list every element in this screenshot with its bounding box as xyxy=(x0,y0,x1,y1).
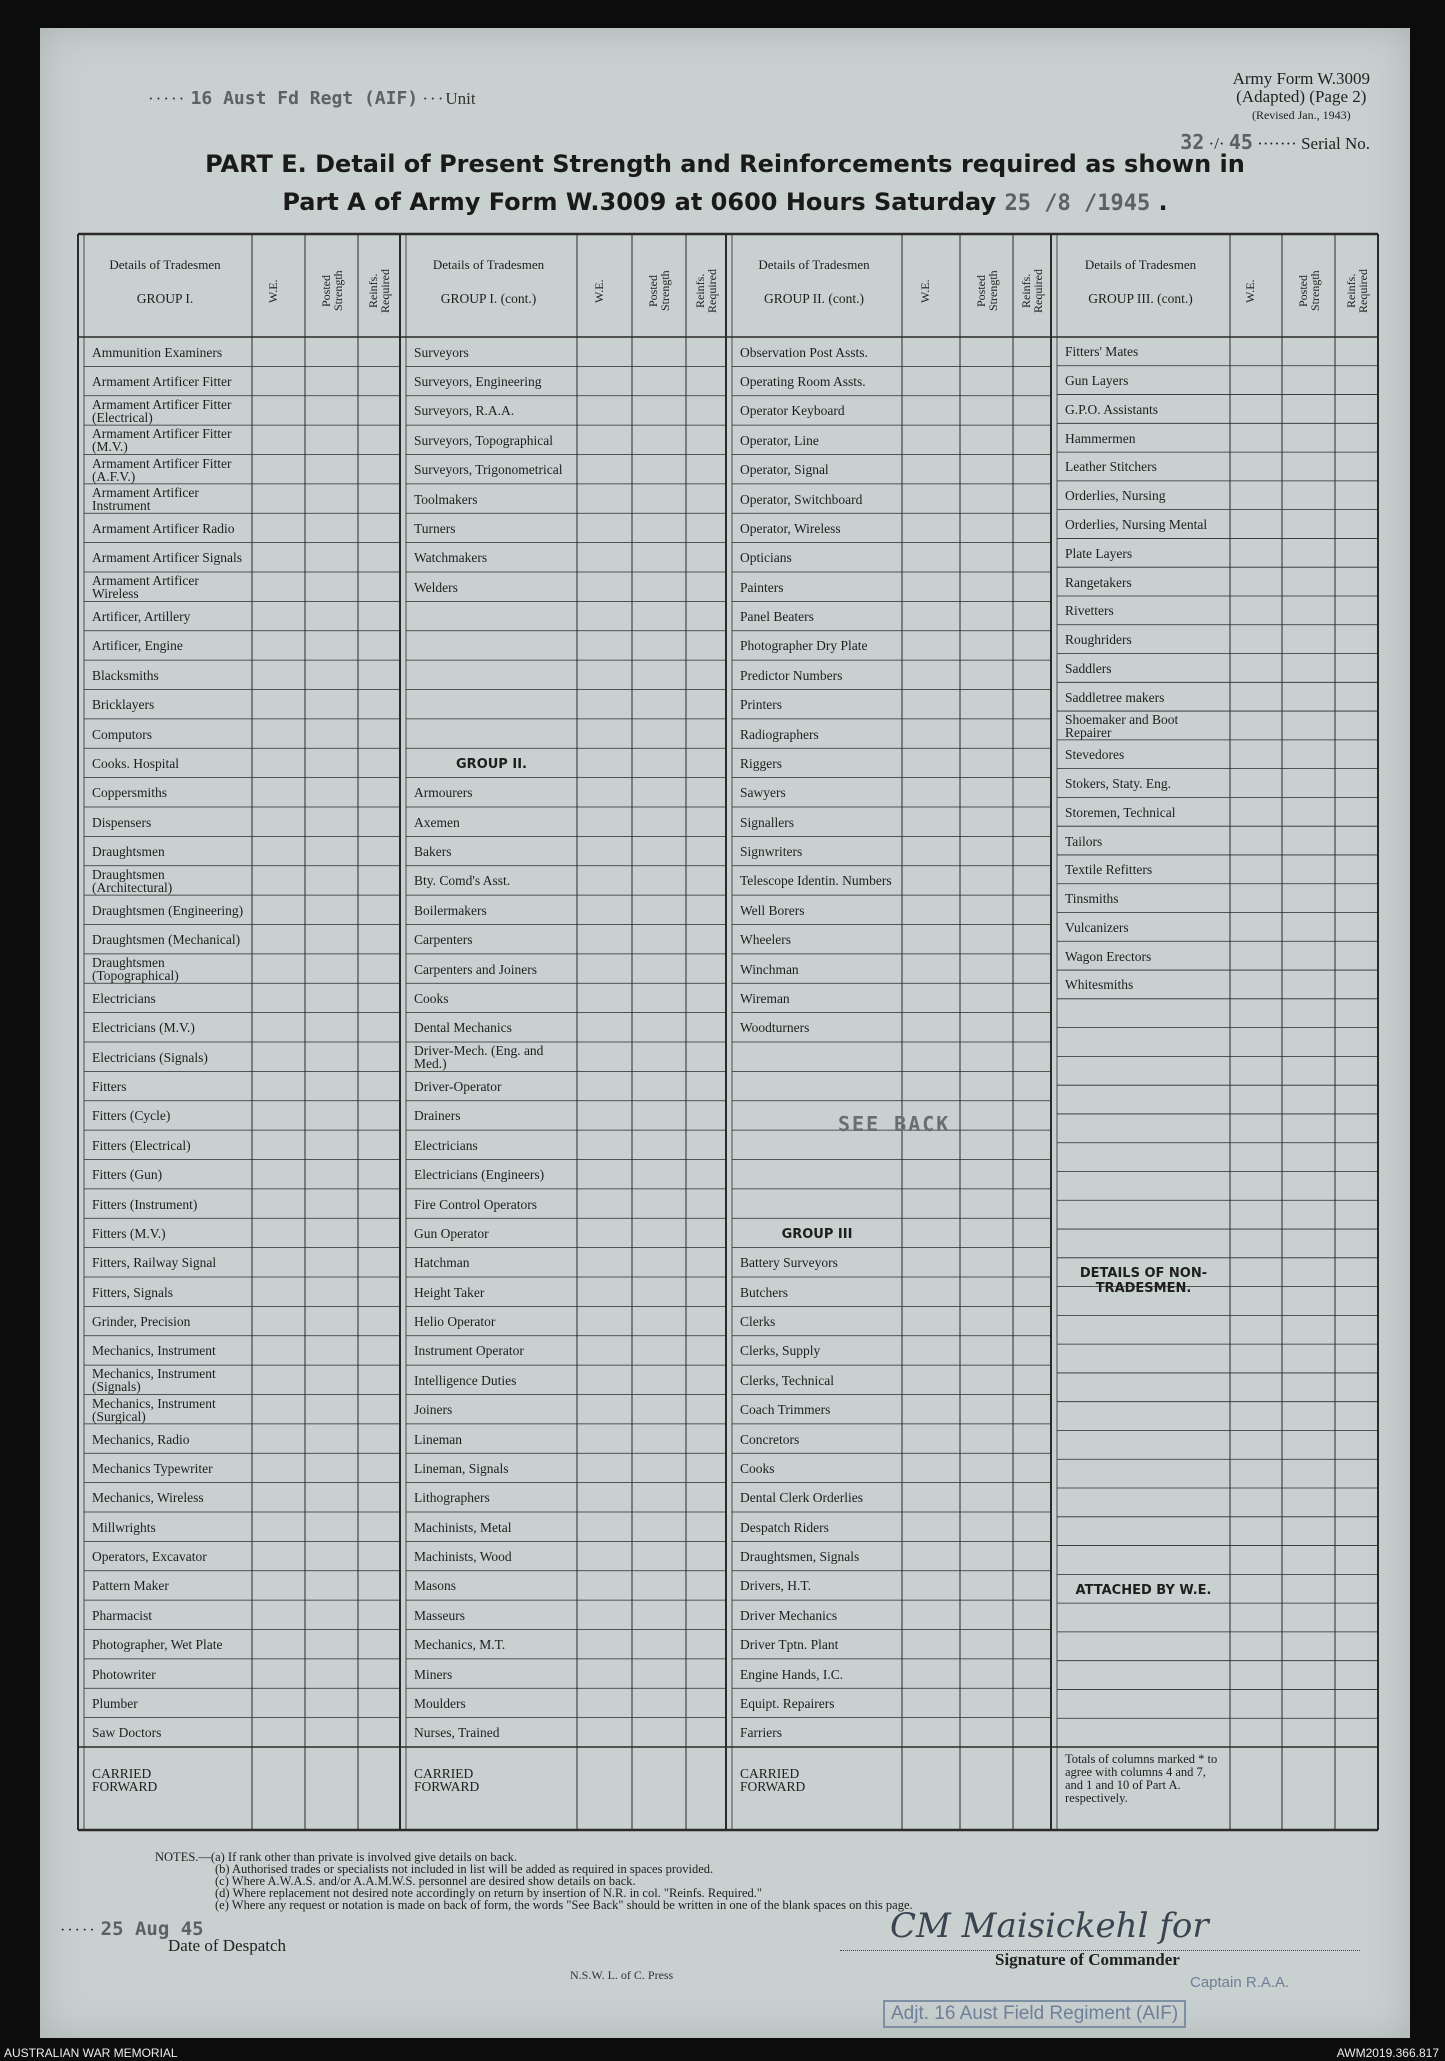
trade-row-label: Fitters (M.V.) xyxy=(92,1225,166,1241)
trade-row-label: Armourers xyxy=(414,785,473,801)
trade-row-label: Surveyors xyxy=(414,344,469,360)
page-title: PART E. Detail of Present Strength and Reinforcements required as shown in xyxy=(205,150,1245,178)
trade-row-label: Electricians (M.V.) xyxy=(92,1020,195,1036)
trade-row-label: Armament Artificer Wireless xyxy=(92,573,199,602)
trade-row-label: Wheelers xyxy=(740,932,791,948)
trade-row-label: Mechanics, M.T. xyxy=(414,1637,506,1653)
trade-row-label: Height Taker xyxy=(414,1284,485,1300)
trade-row-label: Saddlers xyxy=(1065,660,1112,676)
col-header-posted: Posted Strength xyxy=(973,270,1000,312)
trade-row-label: Dental Clerk Orderlies xyxy=(740,1490,863,1506)
trade-row-label: Surveyors, R.A.A. xyxy=(414,403,515,419)
trade-row-label: Draughtsmen (Mechanical) xyxy=(92,932,241,948)
group-heading: ATTACHED BY W.E. xyxy=(1075,1582,1212,1598)
trade-row-label: Lithographers xyxy=(414,1490,490,1506)
trade-row-label: Machinists, Metal xyxy=(414,1519,512,1535)
trade-row-label: Photowriter xyxy=(92,1666,156,1682)
trade-row-label: Electricians xyxy=(414,1137,478,1153)
return-date-year-digit: 5 xyxy=(1136,191,1151,216)
trade-row-label: Driver Mechanics xyxy=(740,1607,838,1623)
trade-row-label: Painters xyxy=(740,579,784,595)
trade-row-label: Masons xyxy=(414,1578,457,1594)
group-heading: GROUP II. xyxy=(456,756,527,772)
trade-row-label: Millwrights xyxy=(92,1519,156,1535)
trade-row-label: Computors xyxy=(92,726,153,742)
trade-row-label: Coppersmiths xyxy=(92,785,168,801)
trade-row-label: Instrument Operator xyxy=(414,1343,524,1359)
return-date: 25 /8 /194 xyxy=(1004,191,1137,216)
serial-number: 32 xyxy=(1180,130,1205,154)
trade-row-label: Fitters (Electrical) xyxy=(92,1137,191,1153)
trade-row-label: Printers xyxy=(740,697,782,713)
carried-forward-label: CARRIED FORWARD xyxy=(740,1766,806,1794)
trade-row-label: Stokers, Staty. Eng. xyxy=(1065,776,1171,791)
trade-row-label: Boilermakers xyxy=(414,902,487,918)
trade-row-label: Armament Artificer Instrument xyxy=(92,485,199,514)
despatch-block: ····· 25 Aug 45 xyxy=(60,1918,204,1940)
trade-row-label: Mechanics, Instrument (Surgical) xyxy=(92,1395,216,1424)
unit-line: ····· 16 Aust Fd Regt (AIF) ···Unit xyxy=(148,88,476,109)
trade-row-label: Electricians xyxy=(92,990,156,1006)
trade-row-label: Operating Room Assts. xyxy=(740,374,866,390)
trade-row-label: Plate Layers xyxy=(1065,545,1133,561)
trade-row-label: Moulders xyxy=(414,1695,466,1711)
trade-row-label: Mechanics Typewriter xyxy=(92,1460,213,1476)
trade-row-label: G.P.O. Assistants xyxy=(1065,401,1159,417)
trade-row-label: Stevedores xyxy=(1065,747,1125,763)
trade-row-label: Clerks, Supply xyxy=(740,1343,821,1359)
trade-row-label: Fitters (Instrument) xyxy=(92,1196,198,1212)
archive-label-left: AUSTRALIAN WAR MEMORIAL xyxy=(4,2046,178,2060)
trade-row-label: Artificer, Artillery xyxy=(92,609,191,625)
col-header-group: GROUP III. (cont.) xyxy=(1088,291,1193,306)
trade-row-label: Coach Trimmers xyxy=(740,1402,831,1418)
trade-row-label: Watchmakers xyxy=(414,550,488,566)
trade-row-label: Draughtsmen (Engineering) xyxy=(92,902,244,918)
trade-row-label: Grinder, Precision xyxy=(92,1314,191,1330)
despatch-label: Date of Despatch xyxy=(168,1936,287,1955)
trade-row-label: Bricklayers xyxy=(92,697,155,713)
trade-row-label: Turners xyxy=(414,520,456,536)
trade-row-label: Photographer Dry Plate xyxy=(740,638,868,654)
trade-row-label: Woodturners xyxy=(740,1020,810,1036)
trade-row-label: Engine Hands, I.C. xyxy=(740,1666,844,1682)
trade-row-label: Hammermen xyxy=(1065,430,1136,446)
col-header-we: W.E. xyxy=(591,279,606,303)
trade-row-label: Carpenters xyxy=(414,932,473,948)
form-revised: (Revised Jan., 1943) xyxy=(1251,108,1351,122)
group-heading: DETAILS OF NON-TRADESMEN. xyxy=(1079,1266,1208,1297)
archive-label-right: AWM2019.366.817 xyxy=(1336,2046,1439,2060)
trade-row-label: Clerks xyxy=(740,1314,776,1330)
trade-row-label: Sawyers xyxy=(740,785,786,801)
trade-row-label: Cooks xyxy=(740,1460,775,1476)
trade-row-label: Fire Control Operators xyxy=(414,1196,537,1212)
serial-line: 32 ·/· 45 ······· Serial No. xyxy=(1180,130,1370,154)
trade-row-label: Surveyors, Topographical xyxy=(414,432,554,448)
col-header-we: W.E. xyxy=(265,279,280,303)
trade-row-label: Mechanics, Radio xyxy=(92,1431,190,1447)
unit-label: Unit xyxy=(445,89,476,108)
trade-row-label: Hatchman xyxy=(414,1255,470,1271)
trade-row-label: Bakers xyxy=(414,844,452,860)
trade-row-label: Equipt. Repairers xyxy=(740,1695,835,1711)
page-subtitle: Part A of Army Form W.3009 at 0600 Hours Saturday 25 /8 /1945 . xyxy=(282,188,1168,216)
col-header-details: Details of Tradesmen xyxy=(1084,257,1197,272)
trade-row-label: Mechanics, Wireless xyxy=(92,1490,204,1506)
trade-row-label: Drainers xyxy=(414,1108,461,1124)
trade-row-label: Masseurs xyxy=(414,1607,465,1623)
adjutant-stamp: Adjt. 16 Aust Field Regiment (AIF) xyxy=(883,2000,1186,2028)
trade-row-label: Dispensers xyxy=(92,814,152,830)
col-header-reinfs: Reinfs. Required xyxy=(1019,269,1045,313)
trade-row-label: Predictor Numbers xyxy=(740,667,843,683)
trade-row-label: Joiners xyxy=(414,1402,453,1418)
despatch-date: 25 Aug 45 xyxy=(100,1918,204,1940)
trade-row-label: Machinists, Wood xyxy=(414,1549,512,1565)
trade-row-label: Lineman, Signals xyxy=(414,1460,509,1476)
trade-row-label: Armament Artificer Fitter (Electrical) xyxy=(92,396,232,425)
trade-row-label: Intelligence Duties xyxy=(414,1372,517,1388)
trade-row-label: Tailors xyxy=(1065,833,1103,849)
page-subtitle-text: Part A of Army Form W.3009 at 0600 Hours Saturday xyxy=(282,188,997,216)
trade-row-label: Saw Doctors xyxy=(92,1725,162,1741)
col-header-posted: Posted Strength xyxy=(646,270,672,312)
trade-row-label: Driver-Operator xyxy=(414,1079,502,1095)
trade-row-label: Armament Artificer Fitter xyxy=(92,374,232,390)
trade-row-label: Draughtsmen xyxy=(92,844,165,860)
trade-row-label: Cooks. Hospital xyxy=(92,755,180,771)
serial-suffix: 45 xyxy=(1228,130,1253,154)
col-header-group: GROUP I. (cont.) xyxy=(440,291,537,306)
trade-row-label: Rivetters xyxy=(1065,603,1114,619)
trade-row-label: Radiographers xyxy=(740,726,819,742)
signature-label: Signature of Commander xyxy=(995,1950,1180,1969)
form-name: Army Form W.3009 xyxy=(1232,69,1370,88)
trade-row-label: Driver-Mech. (Eng. and Med.) xyxy=(414,1043,544,1072)
trade-row-label: Mechanics, Instrument xyxy=(92,1343,216,1359)
trade-row-label: Artificer, Engine xyxy=(92,638,183,654)
trade-row-label: Battery Surveyors xyxy=(740,1255,838,1271)
trade-row-label: Pattern Maker xyxy=(92,1578,169,1594)
trade-row-label: Miners xyxy=(414,1666,453,1682)
trade-row-label: Wagon Erectors xyxy=(1065,948,1152,964)
trade-row-label: Photographer, Wet Plate xyxy=(92,1637,223,1653)
trade-row-label: Draughtsmen (Architectural) xyxy=(92,866,173,895)
form-page xyxy=(40,28,1410,2038)
trade-row-label: Fitters, Signals xyxy=(92,1284,174,1300)
trade-row-label: Bty. Comd's Asst. xyxy=(414,873,511,889)
trade-row-label: Despatch Riders xyxy=(740,1519,829,1535)
trade-row-label: Signallers xyxy=(740,814,794,830)
trade-row-label: Opticians xyxy=(740,550,792,566)
trade-row-label: Fitters, Railway Signal xyxy=(92,1255,217,1271)
form-table-grid xyxy=(40,28,1410,2038)
carried-forward-label: CARRIED FORWARD xyxy=(414,1766,480,1794)
trade-row-label: Well Borers xyxy=(740,902,805,918)
trade-row-label: Tinsmiths xyxy=(1065,891,1119,907)
col-header-group: GROUP II. (cont.) xyxy=(764,291,864,306)
trade-row-label: Ammunition Examiners xyxy=(92,344,223,360)
carried-forward-label: Totals of columns marked * to agree with columns 4 and 7, and 1 and 10 of Part A. respectively. xyxy=(1065,1752,1218,1805)
col-header-reinfs: Reinfs. Required xyxy=(366,269,392,313)
trade-row-label: Fitters (Cycle) xyxy=(92,1108,171,1124)
note-c: (c) Where A.W.A.S. and/or A.A.M.W.S. personnel are desired show details on back. xyxy=(215,1874,636,1888)
trade-row-label: Observation Post Assts. xyxy=(740,344,868,360)
note-b: (b) Authorised trades or specialists not included in list will be added as required in spaces provided. xyxy=(215,1862,714,1876)
trade-row-label: Surveyors, Trigonometrical xyxy=(414,462,563,478)
trade-row-label: Shoemaker and Boot Repairer xyxy=(1065,711,1179,740)
trade-row-label: Roughriders xyxy=(1065,632,1132,648)
trade-row-label: Fitters xyxy=(92,1079,127,1095)
trade-row-label: Leather Stitchers xyxy=(1065,459,1157,475)
trade-row-label: Orderlies, Nursing Mental xyxy=(1065,517,1208,533)
trade-row-label: Operator, Signal xyxy=(740,462,829,478)
col-header-reinfs: Reinfs. Required xyxy=(693,269,719,313)
trade-row-label: Operator, Wireless xyxy=(740,520,841,536)
trade-row-label: Welders xyxy=(414,579,458,595)
trade-row-label: Toolmakers xyxy=(414,491,478,507)
carried-forward-label: CARRIED FORWARD xyxy=(92,1766,158,1794)
col-header-group: GROUP I. xyxy=(136,291,194,306)
trade-row-label: Telescope Identin. Numbers xyxy=(740,873,892,889)
trade-row-label: Plumber xyxy=(92,1695,138,1711)
trade-row-label: Driver Tptn. Plant xyxy=(740,1637,839,1653)
col-header-we: W.E. xyxy=(918,279,932,303)
col-header-posted: Posted Strength xyxy=(318,270,345,312)
trade-row-label: Armament Artificer Fitter (A.F.V.) xyxy=(92,455,232,484)
commander-signature: CM Maisickehl for xyxy=(890,1906,1209,1946)
notes-section xyxy=(155,1851,913,1911)
note-e: (e) Where any request or notation is made on back of form, the words "See Back" should be written in one of the blank spaces on this page. xyxy=(215,1898,913,1912)
trade-row-label: Pharmacist xyxy=(92,1607,152,1623)
col-header-reinfs: Reinfs. Required xyxy=(1343,269,1370,313)
trade-row-label: Operator, Line xyxy=(740,432,819,448)
trade-row-label: Operator, Switchboard xyxy=(740,491,863,507)
trade-row-label: Riggers xyxy=(740,755,782,771)
trade-row-label: Nurses, Trained xyxy=(414,1725,500,1741)
trade-row-label: Storemen, Technical xyxy=(1065,804,1176,820)
trade-row-label: Panel Beaters xyxy=(740,609,814,625)
trade-row-label: Textile Refitters xyxy=(1065,862,1153,878)
trade-row-label: Vulcanizers xyxy=(1065,919,1129,935)
trade-row-label: Farriers xyxy=(740,1725,782,1741)
trade-row-label: Whitesmiths xyxy=(1065,977,1134,993)
printer-credit: N.S.W. L. of C. Press xyxy=(570,1968,674,1982)
trade-row-label: Winchman xyxy=(740,961,799,977)
trade-row-label: Axemen xyxy=(414,814,460,830)
trade-row-label: Orderlies, Nursing xyxy=(1065,488,1166,504)
col-header-posted: Posted Strength xyxy=(1295,270,1322,312)
trade-row-label: Draughtsmen (Topographical) xyxy=(92,955,179,984)
unit-value: 16 Aust Fd Regt (AIF) xyxy=(190,88,419,109)
trade-row-label: Armament Artificer Fitter (M.V.) xyxy=(92,426,232,455)
trade-row-label: Mechanics, Instrument (Signals) xyxy=(92,1366,216,1395)
trade-row-label: Drivers, H.T. xyxy=(740,1578,811,1594)
trade-row-label: Dental Mechanics xyxy=(414,1020,512,1036)
rank-stamp: Captain R.A.A. xyxy=(1190,1974,1290,1991)
trade-row-label: Armament Artificer Radio xyxy=(92,520,235,536)
serial-label: Serial No. xyxy=(1301,134,1370,153)
trade-row-label: Helio Operator xyxy=(414,1314,496,1330)
trade-row-label: Electricians (Engineers) xyxy=(414,1167,545,1183)
col-header-details: Details of Tradesmen xyxy=(758,257,870,272)
form-adapted: (Adapted) (Page 2) xyxy=(1236,87,1367,106)
trade-row-label: Armament Artificer Signals xyxy=(92,550,242,566)
trade-row-label: Carpenters and Joiners xyxy=(414,961,537,977)
trade-row-label: Signwriters xyxy=(740,844,803,860)
trade-row-label: Clerks, Technical xyxy=(740,1372,835,1388)
trade-row-label: Saddletree makers xyxy=(1065,689,1165,705)
col-header-details: Details of Tradesmen xyxy=(109,257,221,272)
trade-row-label: Fitters (Gun) xyxy=(92,1167,163,1183)
trade-row-label: Wireman xyxy=(740,990,790,1006)
trade-row-label: Cooks xyxy=(414,990,449,1006)
group-heading: GROUP III xyxy=(781,1226,853,1242)
col-header-details: Details of Tradesmen xyxy=(432,257,545,272)
trade-row-label: Lineman xyxy=(414,1431,462,1447)
trade-row-label: Operators, Excavator xyxy=(92,1549,207,1565)
note-d: (d) Where replacement not desired note accordingly on return by insertion of N.R. in col. "Reinfs. Required." xyxy=(215,1886,762,1900)
trade-row-label: Rangetakers xyxy=(1065,574,1132,590)
trade-row-label: Butchers xyxy=(740,1284,788,1300)
trade-row-label: Electricians (Signals) xyxy=(92,1049,208,1065)
trade-row-label: Surveyors, Engineering xyxy=(414,374,542,390)
trade-row-label: Operator Keyboard xyxy=(740,403,845,419)
trade-row-label: Gun Layers xyxy=(1065,373,1129,389)
trade-row-label: Draughtsmen, Signals xyxy=(740,1549,860,1565)
trade-row-label: Gun Operator xyxy=(414,1225,489,1241)
trade-row-label: Fitters' Mates xyxy=(1065,344,1139,360)
trade-row-label: Blacksmiths xyxy=(92,667,159,683)
see-back-note: SEE BACK xyxy=(838,1112,951,1136)
col-header-we: W.E. xyxy=(1243,279,1257,303)
note-a: NOTES.—(a) If rank other than private is involved give details on back. xyxy=(155,1850,518,1864)
trade-row-label: Concretors xyxy=(740,1431,800,1447)
